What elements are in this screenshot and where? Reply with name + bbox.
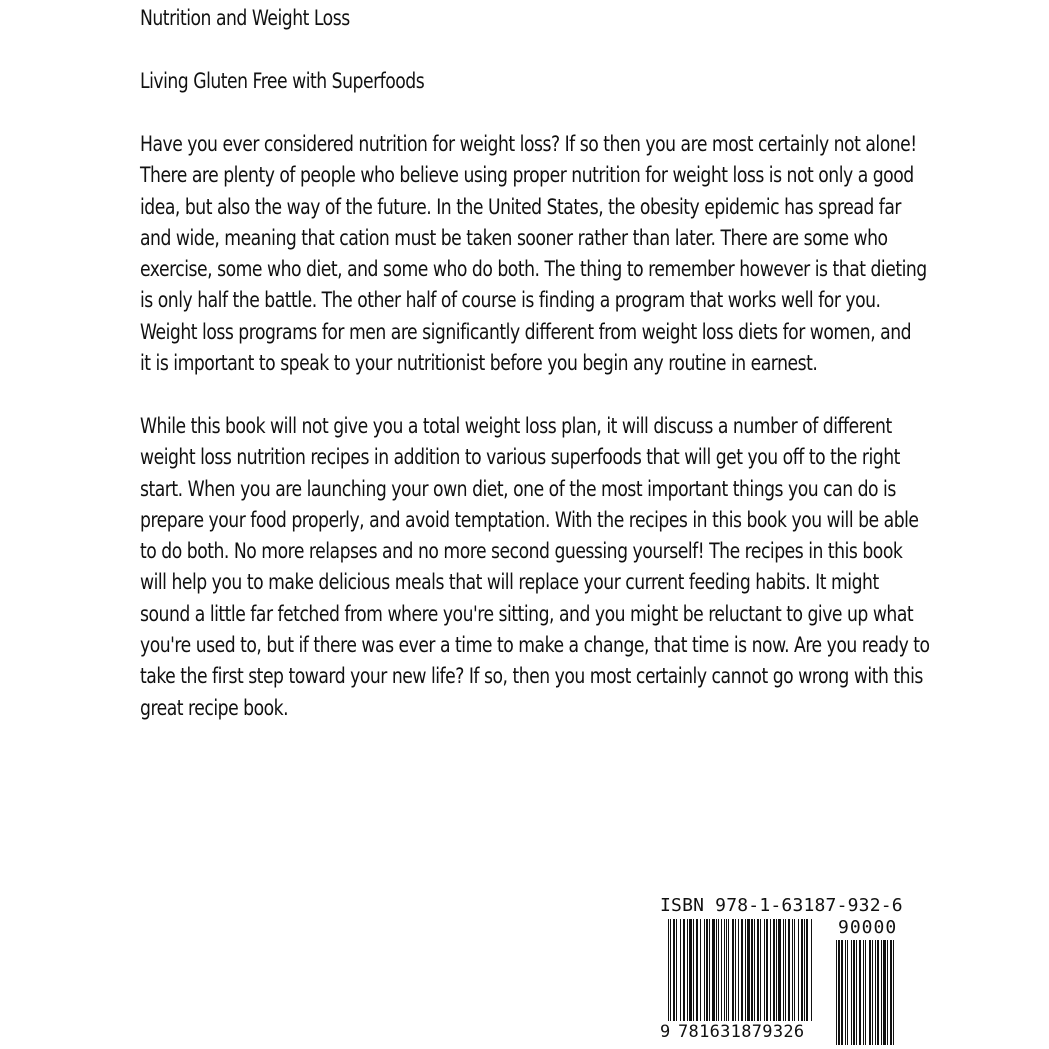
- barcode-bar: [893, 940, 894, 1045]
- barcode-bar: [875, 940, 876, 1045]
- book-subtitle: Living Gluten Free with Superfoods: [140, 69, 425, 93]
- barcode-digit-string: 781631879326: [678, 1022, 805, 1042]
- barcode-bar: [881, 940, 882, 1045]
- addon-barcode-bars: [836, 940, 922, 1045]
- barcode-bar: [836, 940, 837, 1045]
- paragraph-line: sound a little far fetched from where you're sitting, and you might be reluctant to give up what: [140, 601, 914, 626]
- paragraph-line: is only half the battle. The other half of course is finding a program that works well for you.: [140, 288, 881, 313]
- book-title: Nutrition and Weight Loss: [140, 6, 350, 30]
- barcode-first-digit: 9: [660, 1022, 671, 1042]
- paragraph-line: While this book will not give you a total weight loss plan, it will discuss a number of different: [140, 414, 892, 438]
- barcode-bar: [859, 940, 861, 1045]
- barcode-bar: [841, 940, 843, 1045]
- barcode-bar: [863, 940, 864, 1045]
- paragraph-line: take the first step toward your new life? If so, then you most certainly cannot go wrong with this: [140, 664, 923, 689]
- paragraph-line: start. When you are launching your own diet, one of the most important things you can do is: [140, 476, 896, 501]
- barcode-bar: [869, 940, 871, 1045]
- barcode-bar: [865, 940, 866, 1045]
- paragraph-line: will help you to make delicious meals that will replace your current feeding habits. It might: [140, 570, 879, 595]
- paragraph-line: There are plenty of people who believe using proper nutrition for weight loss is not only a good: [140, 163, 914, 188]
- isbn-label: ISBN 978-1-63187-932-6: [660, 895, 903, 916]
- description-paragraph-2: [140, 411, 930, 724]
- barcode-bar: [845, 940, 846, 1045]
- barcode-bar: [883, 940, 886, 1045]
- paragraph-line: exercise, some who diet, and some who do both. The thing to remember however is that dieting: [140, 257, 927, 282]
- paragraph-line: Have you ever considered nutrition for weight loss? If so then you are most certainly not alone!: [140, 132, 917, 156]
- barcode-bar: [872, 940, 873, 1045]
- paragraph-line: and wide, meaning that cation must be taken sooner rather than later. There are some who: [140, 225, 888, 250]
- barcode-bar: [887, 940, 888, 1045]
- barcode-digits: [660, 1021, 826, 1045]
- barcode-bar: [890, 940, 892, 1045]
- barcode-bar: [877, 940, 879, 1045]
- paragraph-line: idea, but also the way of the future. In the United States, the obesity epidemic has spread far: [140, 194, 901, 219]
- paragraph-line: you're used to, but if there was ever a time to make a change, that time is now. Are you ready to: [140, 633, 930, 658]
- barcode-bar: [856, 940, 857, 1045]
- paragraph-line: great recipe book.: [140, 695, 289, 720]
- price-addon-code: 90000: [838, 917, 898, 938]
- description-paragraph-1: [140, 129, 927, 379]
- barcode-bar: [838, 940, 840, 1045]
- isbn-barcode: [660, 895, 922, 1047]
- paragraph-line: weight loss nutrition recipes in addition to various superfoods that will get you off to the right: [140, 445, 900, 470]
- paragraph-line: it is important to speak to your nutritionist before you begin any routine in earnest.: [140, 351, 818, 376]
- paragraph-line: to do both. No more relapses and no more second guessing yourself! The recipes in this book: [140, 539, 903, 564]
- barcode-bar: [853, 940, 855, 1045]
- barcode-bar: [851, 940, 852, 1045]
- paragraph-line: prepare your food properly, and avoid temptation. With the recipes in this book you will be able: [140, 507, 919, 532]
- paragraph-line: Weight loss programs for men are significantly different from weight loss diets for women, and: [140, 319, 912, 344]
- barcode-bar: [847, 940, 848, 1045]
